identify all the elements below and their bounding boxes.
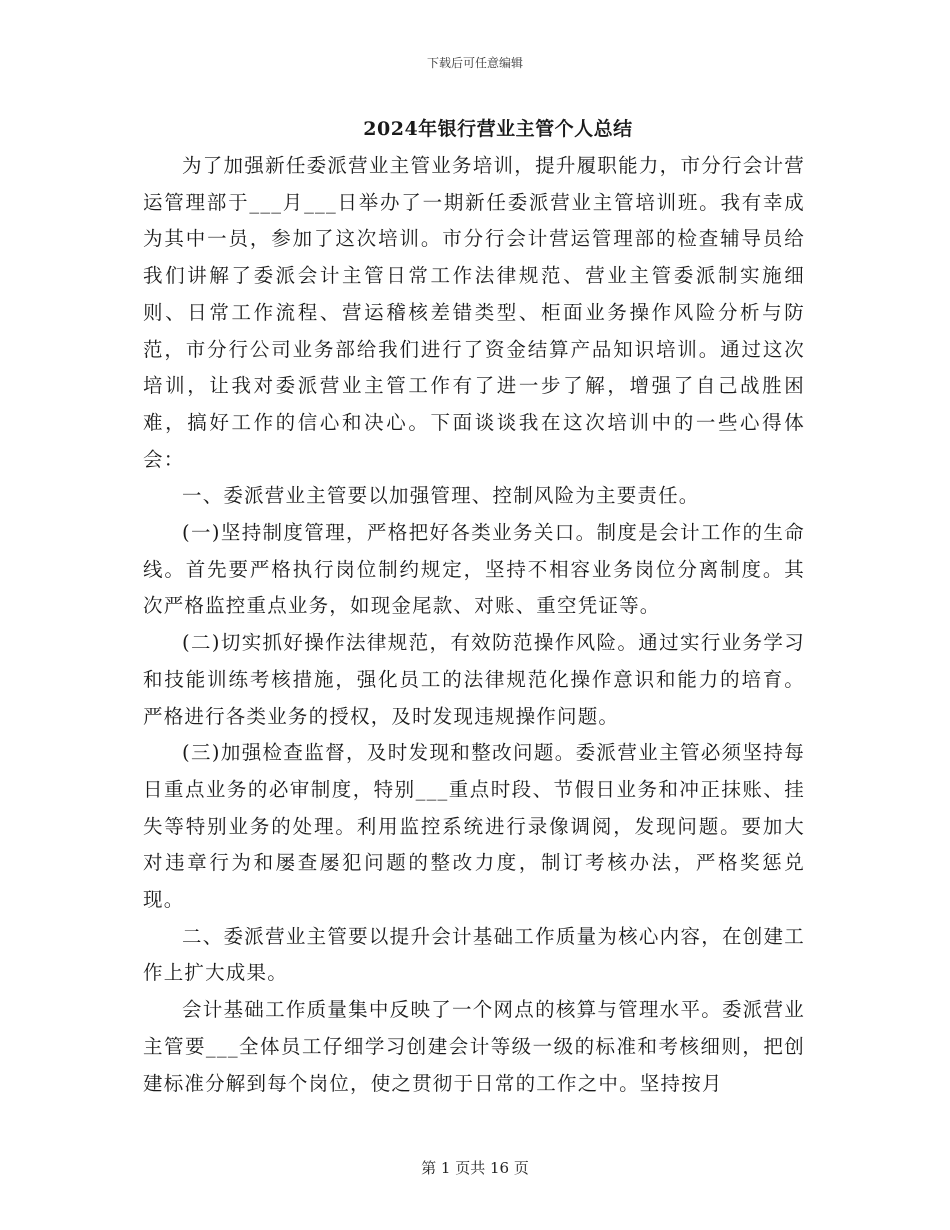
paragraph-section-1: 一、委派营业主管要以加强管理、控制风险为主要责任。 (182, 484, 700, 508)
paragraph-intro: 为了加强新任委派营业主管业务培训，提升履职能力，市分行会计营运管理部于___月___日举办了一期新任委派营业主管培训班。我有幸成为其中一员，参加了这次培训。市分行会计营运管理部的检查辅导员给我们讲解了委派会计主管日常工作法律规范、营业主管委派制实施细则、日常工作流程、营运稽核差错类型、柜面业务操作风险分析与防范，市分行公司业务部给我们进行了资金结算产品知识培训。通过这次培训，让我对委派营业主管工作有了进一步了解，增强了自己战胜困难，搞好工作的信心和决心。下面谈谈我在这次培训中的一些心得体会： (143, 154, 805, 471)
paragraph-item-1: (一)坚持制度管理，严格把好各类业务关口。制度是会计工作的生命线。首先要严格执行岗位制约规定，坚持不相容业务岗位分离制度。其次严格监控重点业务，如现金尾款、对账、重空凭证等。 (143, 521, 805, 618)
document-title: 2024年银行营业主管个人总结 (363, 118, 633, 140)
paragraph-section-2: 二、委派营业主管要以提升会计基础工作质量为核心内容，在创建工作上扩大成果。 (143, 924, 805, 985)
paragraph-item-3: (三)加强检查监督，及时发现和整改问题。委派营业主管必须坚持每日重点业务的必审制度，特别___重点时段、节假日业务和冲正抹账、挂失等特别业务的处理。利用监控系统进行录像调阅，发现问题。要加大对违章行为和屡查屡犯问题的整改力度，制订考核办法，严格奖惩兑现。 (143, 741, 805, 912)
page-number-footer: 第 1 页共 16 页 (421, 1159, 529, 1177)
document-body (143, 148, 805, 1102)
header-note: 下载后可任意编辑 (426, 56, 523, 70)
paragraph-item-2: (二)切实抓好操作法律规范，有效防范操作风险。通过实行业务学习和技能训练考核措施，强化员工的法律规范化操作意识和能力的培育。严格进行各类业务的授权，及时发现违规操作问题。 (143, 631, 805, 728)
paragraph-section-2-body: 会计基础工作质量集中反映了一个网点的核算与管理水平。委派营业主管要___全体员工仔细学习创建会计等级一级的标准和考核细则，把创建标准分解到每个岗位，使之贯彻于日常的工作之中。坚持按月 (143, 998, 805, 1095)
